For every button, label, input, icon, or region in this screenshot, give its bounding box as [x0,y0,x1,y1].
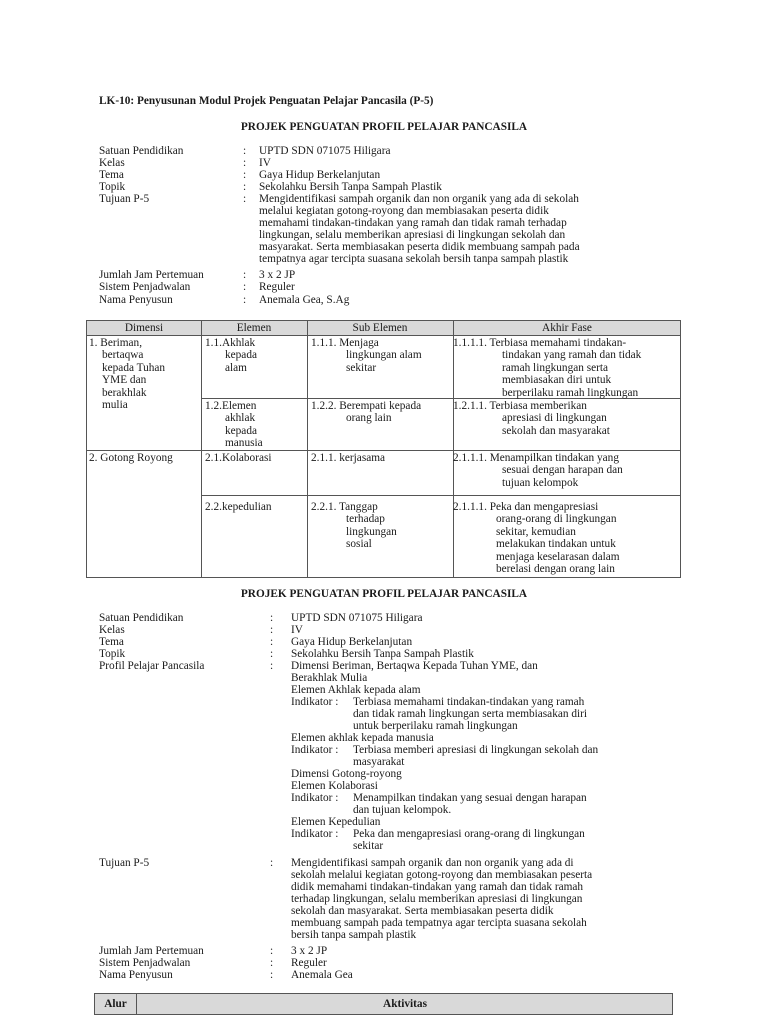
text-line: sekolah dan masyarakat. Serta membiasakan peserta didik [291,905,554,917]
text-line: Mengidentifikasi sampah organik dan non organik yang ada di [291,857,574,869]
cell-line: 1.1.1.1. Terbiasa memahami tindakan- [453,337,627,349]
cell-line: lingkungan [346,525,397,538]
text-line: terhadap lingkungan, selalu memberikan apresiasi di lingkungan [291,893,583,905]
column-divider [307,321,308,577]
dimensi-line: Dimensi Gotong-royong [291,768,402,780]
info-value: IV [291,624,303,636]
cell-line: melakukan tindakan untuk [496,538,616,551]
colon: : [270,624,274,636]
header-aktivitas: Aktivitas [383,998,427,1010]
info-value: Reguler [291,957,327,969]
cell-line: berelasi dengan orang lain [496,563,615,576]
colon: : [243,294,247,306]
colon: : [270,612,274,624]
cell-akhir-fase-2-1 [453,452,623,489]
cell-line: sekitar, kemudian [496,525,576,538]
info-value: 3 x 2 JP [259,269,296,281]
cell-line: kepada [225,349,257,362]
info-label: Satuan Pendidikan [99,612,184,624]
indikator-3 [291,792,681,816]
info-label: Tema [99,636,124,648]
header-sub-elemen: Sub Elemen [352,322,408,334]
cell-line: sekitar [346,361,377,374]
text-line: memahami tindakan-tindakan yang ramah dan tidak ramah terhadap [259,217,567,229]
info-label: Jumlah Jam Pertemuan [99,269,204,281]
colon: : [270,969,274,981]
dimensi-line: Berakhlak Mulia [291,672,368,684]
info-label: Topik [99,648,126,660]
cell-elemen-2-2 [205,501,272,513]
cell-line: bertaqwa [102,349,144,362]
cell-elemen-1-2 [205,400,263,450]
info-value: IV [259,157,271,169]
cell-line: YME dan [102,374,147,387]
cell-dimensi-2 [89,452,173,464]
indikator-label: Indikator : [291,744,339,756]
cell-line: menjaga keselarasan dalam [496,550,620,563]
text-line: masyarakat. Serta membiasakan peserta didik membuang sampah pada [259,241,580,253]
text-line: melalui kegiatan gotong-royong dan membiasakan peserta didik [259,205,549,217]
cell-line: orang-orang di lingkungan [496,513,617,526]
cell-line: sesuai dengan harapan dan [502,464,623,477]
section-title: PROJEK PENGUATAN PROFIL PELAJAR PANCASILA [240,588,528,600]
cell-line: 1.2.2. Berempati kepada [311,400,422,412]
cell-akhir-fase-1-2 [453,400,610,437]
colon: : [270,636,274,648]
info-value: UPTD SDN 071075 Hiligara [259,145,391,157]
column-divider [201,321,202,577]
text-line: lingkungan, selalu memberikan apresiasi di lingkungan sekolah dan [259,229,566,241]
elemen-line: Elemen Akhlak kepada alam [291,684,421,696]
colon: : [243,157,247,169]
info-label: Tema [99,169,124,181]
indikator-2 [291,744,681,768]
info-value: Sekolahku Bersih Tanpa Sampah Plastik [291,648,474,660]
info-label: Sistem Penjadwalan [99,281,191,293]
info-label: Kelas [99,624,125,636]
colon: : [243,193,247,205]
indikator-1 [291,696,681,732]
header-akhir-fase: Akhir Fase [542,322,592,334]
info-row-tujuan [99,857,679,943]
colon: : [243,269,247,281]
text-line: membuang sampah pada tempatnya agar tercipta suasana sekolah [291,917,587,929]
header-dimensi: Dimensi [124,322,164,334]
cell-akhir-fase-1-1 [453,337,641,399]
cell-line: terhadap [346,513,385,526]
cell-line: orang lain [346,412,392,425]
cell-line: berakhlak [102,386,147,399]
indikator-4 [291,828,681,852]
colon: : [270,957,274,969]
indikator-text [353,792,587,816]
cell-akhir-fase-2-2 [453,501,620,575]
text-line: Menampilkan tindakan yang sesuai dengan harapan [353,792,587,804]
text-line: Terbiasa memberi apresiasi di lingkungan sekolah dan [353,744,599,756]
info-value: UPTD SDN 071075 Hiligara [291,612,423,624]
text-line: dan tujuan kelompok. [353,804,452,816]
cell-line: 2.1.1.1. Menampilkan tindakan yang [453,452,619,464]
header-elemen: Elemen [236,322,272,334]
cell-line: alam [225,361,247,374]
info-label: Tujuan P-5 [99,193,150,205]
cell-line: 2.1.1. kerjasama [311,452,386,464]
text-line: tempatnya agar tercipta suasana sekolah bersih tanpa sampah plastik [259,253,569,265]
info-value: Anemala Gea, S.Ag [259,294,350,306]
text-line: dan tidak ramah lingkungan serta membiasakan diri [353,708,588,720]
cell-line: 1.2.1.1. Terbiasa memberikan [453,400,587,412]
colon: : [270,660,274,672]
cell-line: berperilaku ramah lingkungan [502,386,639,399]
info-label: Kelas [99,157,125,169]
info-label: Satuan Pendidikan [99,145,184,157]
cell-line: 1. Beriman, [89,337,143,349]
row-divider [87,450,681,451]
profil-detail [291,660,681,852]
colon: : [270,857,274,869]
info-value: Gaya Hidup Berkelanjutan [259,169,381,181]
cell-line: 2.1.1.1. Peka dan mengapresiasi [453,501,599,513]
cell-line: 2. Gotong Royong [89,452,173,464]
elemen-line: Elemen akhlak kepada manusia [291,732,434,744]
cell-line: ramah lingkungan serta [502,361,609,374]
info-value: Sekolahku Bersih Tanpa Sampah Plastik [259,181,442,193]
indikator-label: Indikator : [291,828,339,840]
indikator-label: Indikator : [291,792,339,804]
indikator-text [353,828,585,852]
cell-line: 1.2.Elemen [205,400,257,412]
info-value: 3 x 2 JP [291,945,328,957]
colon: : [243,169,247,181]
text-line: sekitar [353,840,384,852]
dimensi-line: Dimensi Beriman, Bertaqwa Kepada Tuhan YME, dan [291,660,538,672]
cell-line: sekolah dan masyarakat [502,424,610,437]
info-label: Nama Penyusun [99,969,173,981]
header-alur: Alur [104,998,127,1010]
cell-line: membiasakan diri untuk [502,374,612,387]
info-label: Tujuan P-5 [99,857,150,869]
info-row-tujuan [99,193,679,267]
cell-line: lingkungan alam [346,349,422,362]
text-line: Peka dan mengapresiasi orang-orang di lingkungan [353,828,585,840]
info-label: Topik [99,181,126,193]
text-line: Terbiasa memahami tindakan-tindakan yang ramah [353,696,585,708]
text-line: bersih tanpa sampah plastik [291,929,417,941]
cell-sub-elemen-2-2 [311,501,397,551]
tujuan-text [291,857,670,941]
colon: : [243,181,247,193]
cell-line: 2.2.kepedulian [205,501,272,513]
info-value: Reguler [259,281,295,293]
info-value: Gaya Hidup Berkelanjutan [291,636,413,648]
text-line: masyarakat [353,756,405,768]
text-line: didik memahami tindakan-tindakan yang ramah dan tidak ramah [291,881,584,893]
cell-elemen-2-1 [205,452,272,464]
document-title: LK-10: Penyusunan Modul Projek Penguatan Pelajar Pancasila (P-5) [99,95,434,107]
cell-line: 1.1.Akhlak [205,337,256,349]
cell-line: mulia [102,399,128,412]
cell-sub-elemen-1-1 [311,337,422,374]
cell-line: kepada [225,424,257,437]
text-line: sekolah melalui kegiatan gotong-royong dan membiasakan peserta [291,869,593,881]
tujuan-text [259,193,670,265]
cell-elemen-1-1 [205,337,257,374]
info-label: Jumlah Jam Pertemuan [99,945,204,957]
indikator-text [353,696,587,732]
info-row-profil [99,660,679,850]
colon: : [243,145,247,157]
info-label: Nama Penyusun [99,294,173,306]
cell-line: sosial [346,538,372,551]
cell-sub-elemen-2-1 [311,452,385,464]
dimension-table [86,320,681,578]
cell-line: 2.1.Kolaborasi [205,452,272,464]
colon: : [270,945,274,957]
cell-line: apresiasi di lingkungan [502,412,607,425]
info-label: Profil Pelajar Pancasila [99,660,205,672]
text-line: untuk berperilaku ramah lingkungan [353,720,518,732]
colon: : [243,281,247,293]
cell-line: manusia [225,437,263,450]
info-label: Sistem Penjadwalan [99,957,191,969]
cell-dimensi-1 [89,337,165,411]
activity-table-header [94,993,673,1015]
row-divider [201,495,681,496]
cell-line: kepada Tuhan [102,361,166,374]
info-value: Anemala Gea [291,969,353,981]
cell-line: akhlak [225,412,256,425]
cell-line: tindakan yang ramah dan tidak [502,349,642,362]
cell-sub-elemen-1-2 [311,400,421,425]
section-title: PROJEK PENGUATAN PROFIL PELAJAR PANCASILA [240,121,528,133]
indikator-text [353,744,598,768]
indikator-label: Indikator : [291,696,339,708]
colon: : [270,648,274,660]
text-line: Mengidentifikasi sampah organik dan non organik yang ada di sekolah [259,193,579,205]
elemen-line: Elemen Kolaborasi [291,780,378,792]
elemen-line: Elemen Kepedulian [291,816,381,828]
cell-line: tujuan kelompok [502,476,579,489]
cell-line: 2.2.1. Tanggap [311,501,378,513]
cell-line: 1.1.1. Menjaga [311,337,379,349]
